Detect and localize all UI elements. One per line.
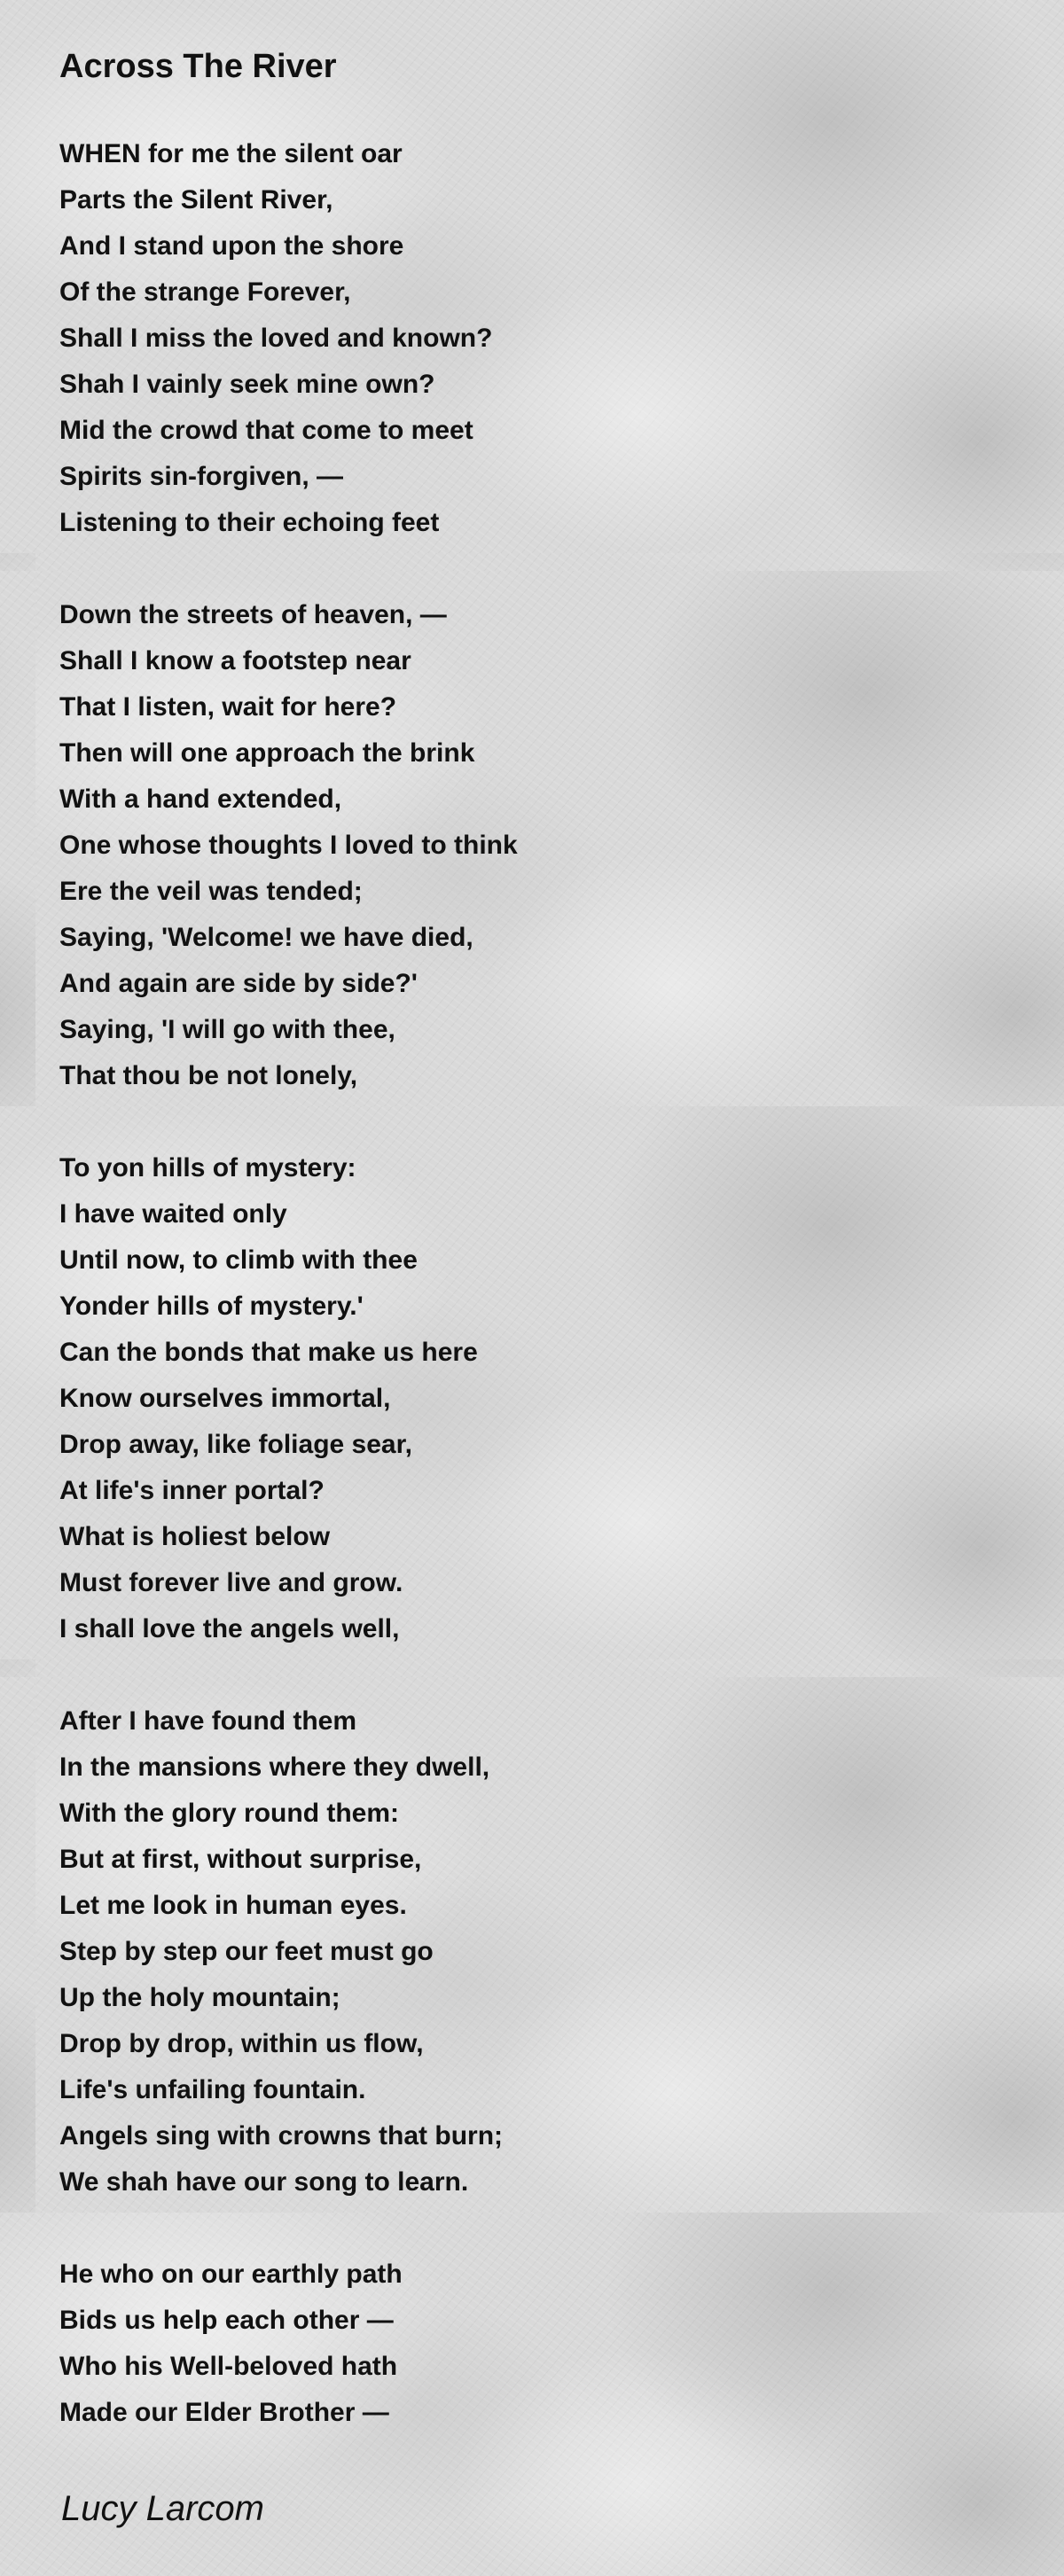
poem-line: Saying, 'I will go with thee, — [59, 1015, 395, 1044]
poem-line: Shall I miss the loved and known? — [59, 324, 493, 353]
poem-line: I shall love the angels well, — [59, 1614, 400, 1643]
poem-title: Across The River — [59, 48, 337, 85]
poem-line: Drop by drop, within us flow, — [59, 2029, 424, 2058]
poem-line: Life's unfailing fountain. — [59, 2075, 366, 2104]
poem-line: Then will one approach the brink — [59, 738, 475, 768]
poem-line: Down the streets of heaven, — — [59, 600, 447, 629]
poem-line: Let me look in human eyes. — [59, 1891, 407, 1920]
poem-line: But at first, without surprise, — [59, 1845, 422, 1874]
poem-line: He who on our earthly path — [59, 2260, 403, 2289]
stanza-gap — [59, 546, 518, 592]
poem-line: Listening to their echoing feet — [59, 508, 440, 537]
poem-line: To yon hills of mystery: — [59, 1153, 356, 1183]
poem-line: Shall I know a footstep near — [59, 646, 411, 675]
poem-line: And I stand upon the shore — [59, 231, 404, 261]
poem-line: Mid the crowd that come to meet — [59, 416, 473, 445]
poem-line: Up the holy mountain; — [59, 1983, 340, 2012]
poem-line: WHEN for me the silent oar — [59, 139, 403, 168]
poem-line: Ere the veil was tended; — [59, 877, 363, 906]
poem-line: Bids us help each other — — [59, 2306, 394, 2335]
poem-line: Yonder hills of mystery.' — [59, 1292, 364, 1321]
poem-line: Know ourselves immortal, — [59, 1384, 391, 1413]
poem-line: Angels sing with crowns that burn; — [59, 2121, 504, 2151]
poem-author: Lucy Larcom — [61, 2489, 264, 2528]
poem-line: Step by step our feet must go — [59, 1937, 434, 1966]
poem-line: That thou be not lonely, — [59, 1061, 358, 1090]
poem-line: That I listen, wait for here? — [59, 692, 397, 722]
poem-line: We shah have our song to learn. — [59, 2167, 469, 2197]
poem-line: One whose thoughts I loved to think — [59, 831, 518, 860]
poem-line: Drop away, like foliage sear, — [59, 1430, 412, 1459]
poem-line: Made our Elder Brother — — [59, 2398, 389, 2427]
poem-line: Until now, to climb with thee — [59, 1245, 418, 1275]
poem-line: With a hand extended, — [59, 785, 342, 814]
poem-line: After I have found them — [59, 1706, 357, 1736]
poem-line: With the glory round them: — [59, 1799, 400, 1828]
stanza-gap — [59, 1652, 518, 1698]
poem-line: Can the bonds that make us here — [59, 1338, 478, 1367]
poem-line: At life's inner portal? — [59, 1476, 325, 1505]
poem-line: What is holiest below — [59, 1522, 331, 1551]
poem-line: Who his Well-beloved hath — [59, 2352, 398, 2381]
poem-line: Spirits sin-forgiven, — — [59, 462, 344, 491]
stanza-gap — [59, 2205, 518, 2252]
poem-line: Shah I vainly seek mine own? — [59, 370, 435, 399]
poem-line: Saying, 'Welcome! we have died, — [59, 923, 473, 952]
poem-line: I have waited only — [59, 1199, 287, 1229]
poem-line: And again are side by side?' — [59, 969, 418, 998]
poem-line: Must forever live and grow. — [59, 1568, 403, 1597]
stanza-gap — [59, 1099, 518, 1145]
poem-body — [59, 131, 518, 2436]
poem-line: Parts the Silent River, — [59, 185, 333, 215]
poem-line: In the mansions where they dwell, — [59, 1752, 490, 1782]
poem-line: Of the strange Forever, — [59, 277, 351, 307]
